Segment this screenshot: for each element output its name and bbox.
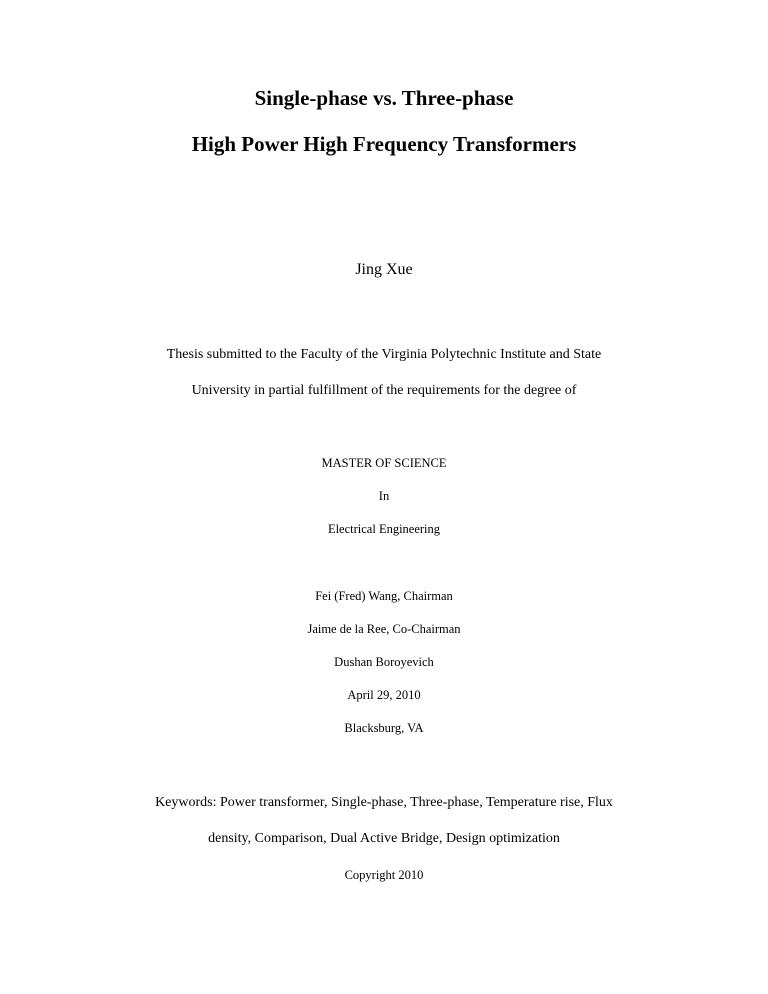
committee-co-chair: Jaime de la Ree, Co-Chairman [307,622,461,636]
submission-line-2: University in partial fulfillment of the requirements for the degree of [191,383,577,398]
title-line-2: High Power High Frequency Transformers [191,132,577,156]
title-line-1: Single-phase vs. Three-phase [254,86,514,110]
submission-line-1: Thesis submitted to the Faculty of the Virginia Polytechnic Institute and State [166,347,602,362]
location: Blacksburg, VA [344,721,424,735]
degree-field: Electrical Engineering [327,522,441,536]
copyright: Copyright 2010 [344,868,424,882]
keywords-line-1: Keywords: Power transformer, Single-phase, Three-phase, Temperature rise, Flux [155,795,613,810]
author-name: Jing Xue [355,261,413,278]
degree-name: MASTER OF SCIENCE [321,456,447,470]
degree-in: In [378,489,390,503]
keywords-line-2: density, Comparison, Dual Active Bridge, Design optimization [208,831,560,846]
committee-chair: Fei (Fred) Wang, Chairman [315,589,453,603]
defense-date: April 29, 2010 [347,688,421,702]
committee-member: Dushan Boroyevich [334,655,434,669]
